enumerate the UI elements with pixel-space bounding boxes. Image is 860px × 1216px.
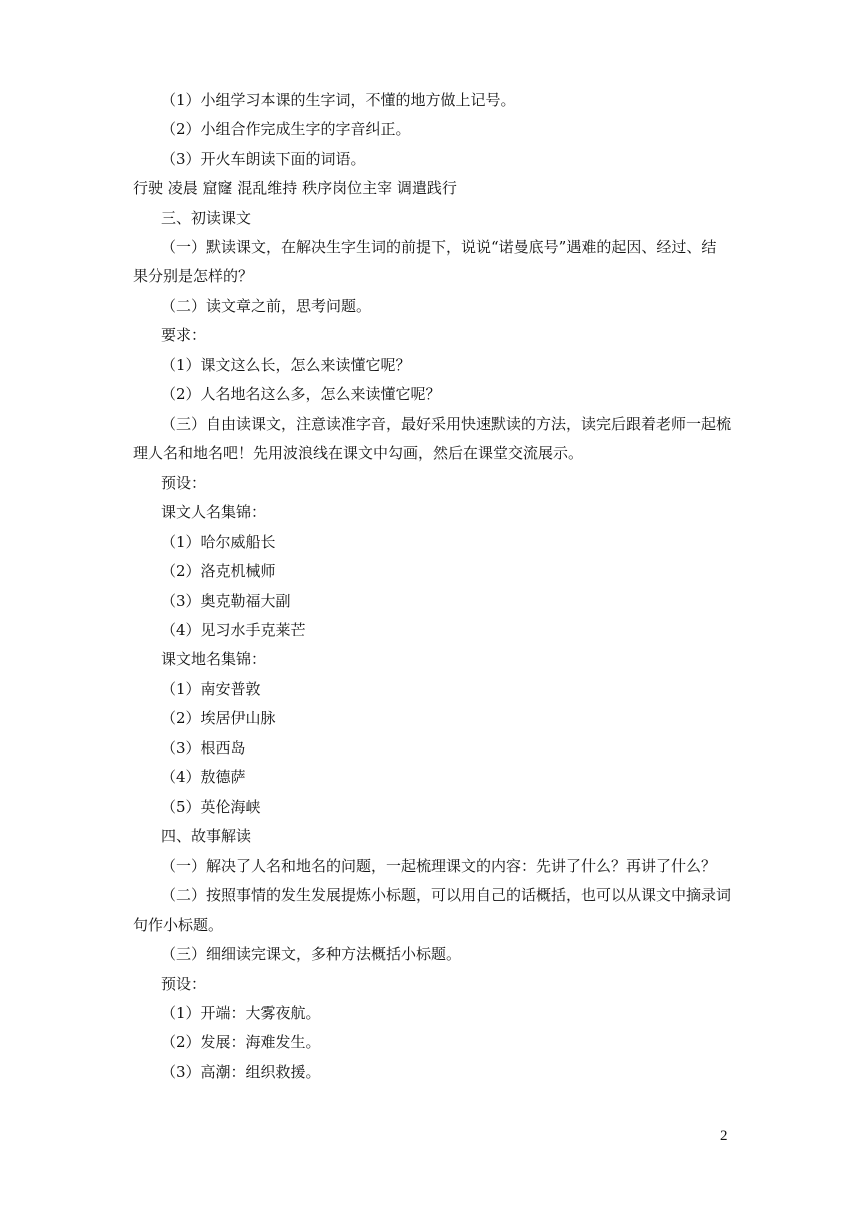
text-line: （3）奥克勒福大副 — [161, 592, 291, 610]
text-line: （二）按照事情的发生发展提炼小标题，可以用自己的话概括，也可以从课文中摘录词 — [161, 886, 732, 904]
text-line: （1）小组学习本课的生字词，不懂的地方做上记号。 — [161, 91, 516, 109]
text-line: （5）英伦海峡 — [161, 798, 261, 816]
text-line: （4）敖德萨 — [161, 768, 246, 786]
text-line: （3）开火车朗读下面的词语。 — [161, 150, 366, 168]
text-line: 要求： — [161, 326, 207, 344]
section-heading: 三、初读课文 — [161, 209, 252, 227]
text-line: （1）哈尔威船长 — [161, 533, 276, 551]
text-line: （1）南安普敦 — [161, 680, 261, 698]
text-line: （2）发展：海难发生。 — [161, 1033, 321, 1051]
text-line: （2）小组合作完成生字的字音纠正。 — [161, 120, 411, 138]
text-line: （4）见习水手克莱芒 — [161, 621, 306, 639]
text-line: 预设： — [161, 975, 207, 993]
text-line: （二）读文章之前，思考问题。 — [161, 297, 372, 315]
text-line: 课文地名集锦： — [161, 650, 267, 668]
text-line: 预设： — [161, 474, 207, 492]
text-line: （一）默读课文，在解决生字生词的前提下，说说“诺曼底号”遇难的起因、经过、结 — [161, 238, 717, 256]
text-line: （三）自由读课文，注意读准字音，最好采用快速默读的方法，读完后跟着老师一起梳 — [161, 415, 732, 433]
text-line: （2）洛克机械师 — [161, 562, 276, 580]
text-line: （1）开端：大雾夜航。 — [161, 1004, 321, 1022]
text-line: 句作小标题。 — [133, 916, 224, 934]
text-line: （一）解决了人名和地名的问题，一起梳理课文的内容：先讲了什么？再讲了什么？ — [161, 857, 717, 875]
page-number: 2 — [720, 1128, 728, 1144]
text-line: 果分别是怎样的？ — [133, 267, 254, 285]
text-line: 行驶 凌晨 窟窿 混乱维持 秩序岗位主宰 调遣践行 — [133, 179, 457, 197]
text-line: 理人名和地名吧！先用波浪线在课文中勾画，然后在课堂交流展示。 — [133, 444, 584, 462]
text-line: （3）根西岛 — [161, 739, 246, 757]
text-line: （2）人名地名这么多，怎么来读懂它呢？ — [161, 385, 441, 403]
text-line: （3）高潮：组织救援。 — [161, 1063, 321, 1081]
text-line: （2）埃居伊山脉 — [161, 709, 276, 727]
text-line: （三）细细读完课文，多种方法概括小标题。 — [161, 945, 462, 963]
text-line: 课文人名集锦： — [161, 503, 267, 521]
section-heading: 四、故事解读 — [161, 827, 252, 845]
text-line: （1）课文这么长，怎么来读懂它呢？ — [161, 356, 411, 374]
